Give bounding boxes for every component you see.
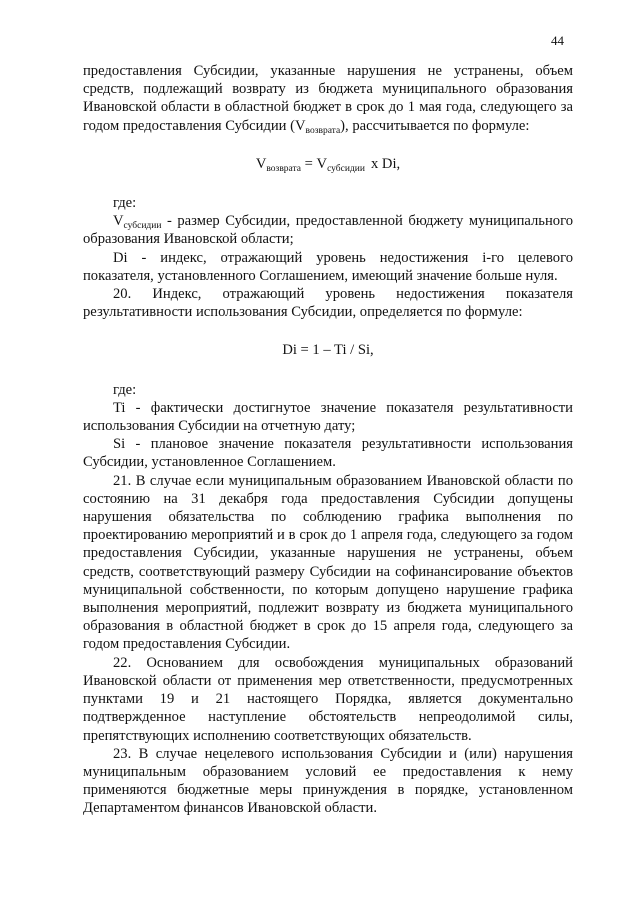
- document-body: [83, 62, 573, 818]
- intro-text-end: ), рассчитывается по формуле:: [340, 117, 530, 134]
- definition-d-index: Di - индекс, отражающий уровень недостижения i-го целевого показателя, установленного Соглашением, имеющий значение больше нуля.: [83, 249, 573, 284]
- paragraph-20: 20. Индекс, отражающий уровень недостижения показателя результативности использования Субсидии, определяется по формуле:: [83, 286, 573, 321]
- paragraph-intro: [83, 62, 573, 135]
- intro-text: предоставления Субсидии, указанные нарушения не устранены, объем средств, подлежащий возврату из бюджета муниципального образования Ивановской области в областной бюджет в срок до 1 мая года, следующего за годом предоставления Субсидии (V: [83, 63, 573, 134]
- formula-return-volume: $V_{возврата} = V_{субсидии}$ x Di,: [255, 155, 401, 174]
- page-number: 44: [551, 33, 564, 48]
- paragraph-22: 22. Основанием для освобождения муниципальных образований Ивановской области от применения мер ответственности, предусмотренных пунктами 19 и 21 настоящего Порядка, является документально подтвержденное наступление обстоятельств непреодолимой силы, препятствующих исполнению соответствующих обязательств.: [83, 654, 573, 744]
- subscript-vozvrata: возврата: [305, 125, 341, 136]
- formula-index: Di = 1 – Ti / Si,: [282, 342, 374, 359]
- definition-s-planned: Si - плановое значение показателя результативности использования Субсидии, установленное Соглашением.: [83, 436, 573, 471]
- definition-v-subsidy: $V_{субсидии}$ - размер Субсидии, предоставленной бюджету муниципального образования Ивановской области;: [83, 213, 573, 248]
- paragraph-21: 21. В случае если муниципальным образованием Ивановской области по состоянию на 31 декабря года предоставления Субсидии допущены нарушения обязательства по соблюдению графика выполнения по проектированию мероприятий и в срок до 1 апреля года, следующего за годом предоставления Субсидии, указанные нарушения не устранены, объем средств, соответствующий размеру Субсидии на софинансирование объектов муниципальной собственности, по которым допущено нарушение графика выполнения мероприятий, подлежит возврату из бюджета муниципального образования в областной бюджет в срок до 15 апреля года, следующего за годом предоставления Субсидии.: [83, 472, 573, 653]
- where-label-1: где:: [113, 195, 137, 212]
- paragraph-23: 23. В случае нецелевого использования Субсидии и (или) нарушения муниципальным образованием условий ее предоставления к нему применяются бюджетные меры принуждения в порядке, установленном Департаментом финансов Ивановской области.: [83, 745, 573, 817]
- definition-t-actual: Ti - фактически достигнутое значение показателя результативности использования Субсидии на отчетную дату;: [83, 399, 573, 435]
- where-label-2: где:: [113, 381, 137, 398]
